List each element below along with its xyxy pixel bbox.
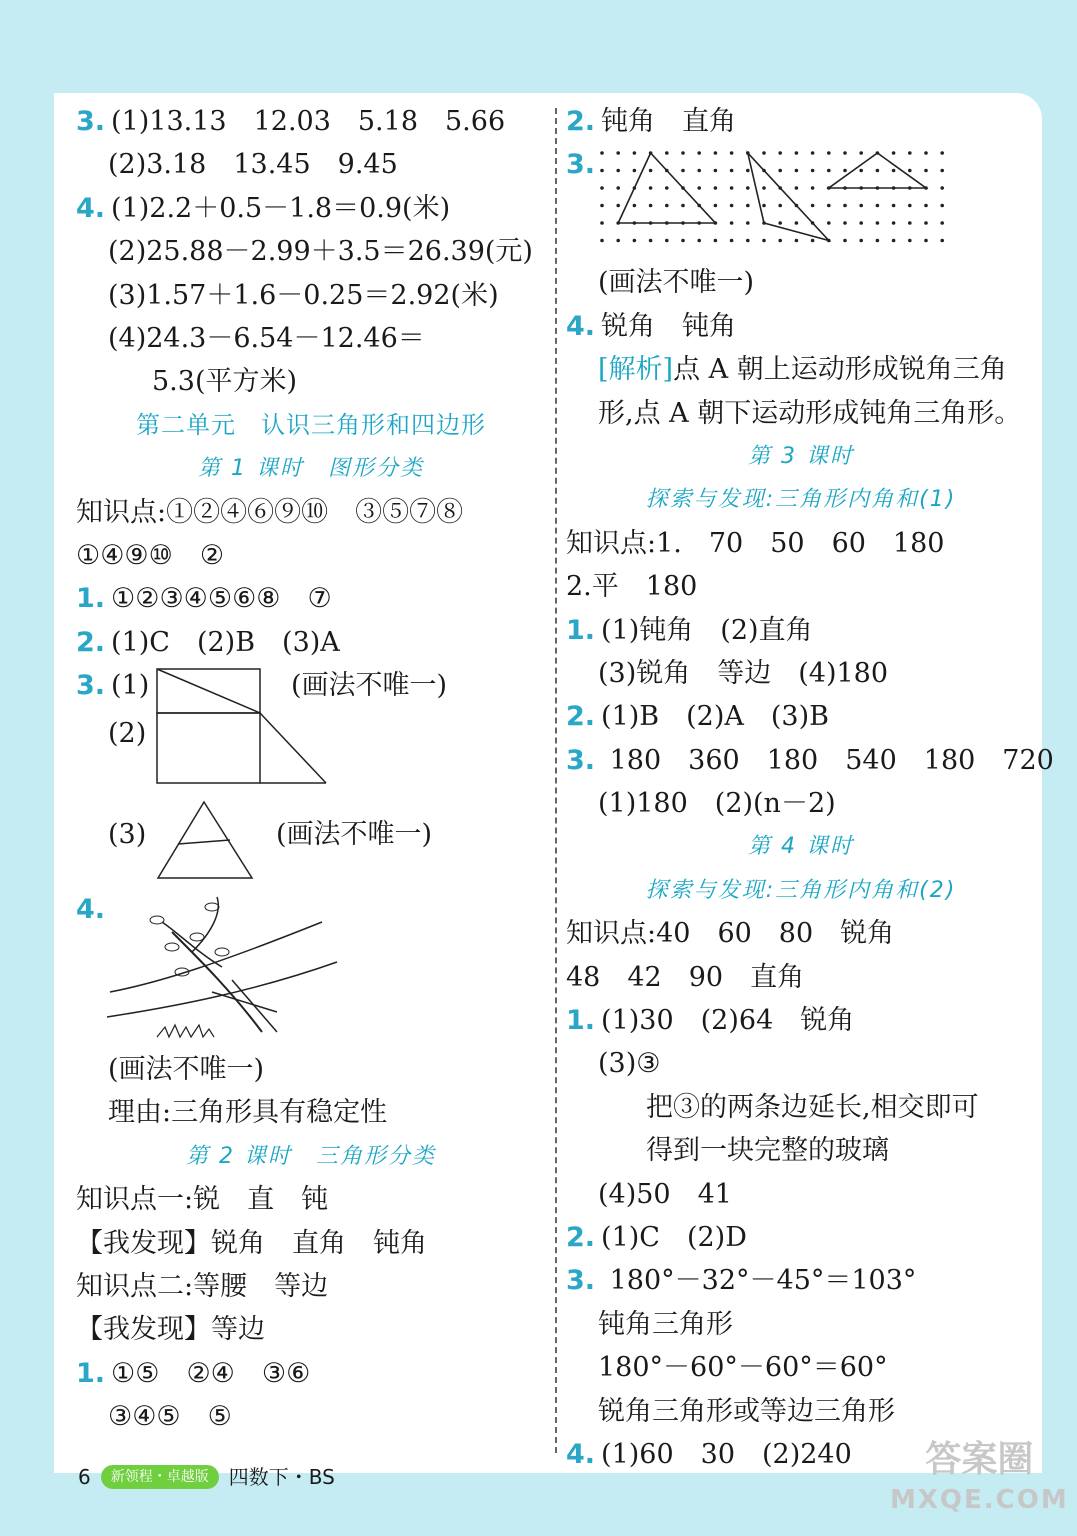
grid-dot: [697, 239, 701, 243]
answer-line: [76, 360, 546, 403]
item-number: 1.: [566, 614, 596, 646]
answer-line: [76, 143, 546, 186]
grid-dot: [924, 204, 928, 208]
grid-dot: [762, 152, 766, 156]
answer-text: (3)1.57＋1.6－0.25＝2.92(米): [108, 279, 499, 311]
item-number: 3.: [76, 670, 106, 702]
item-number: 4.: [76, 894, 106, 926]
answer-line: [76, 230, 546, 273]
item-number: 4.: [566, 310, 596, 342]
grid-dot: [811, 169, 815, 173]
grid-dot: [876, 204, 880, 208]
item-number: 2.: [566, 106, 596, 137]
answer-text: 钝角 直角: [601, 106, 737, 137]
grid-dot: [876, 169, 880, 173]
grid-dot: [778, 169, 782, 173]
answer-text: 5.3(平方米): [152, 366, 298, 398]
answer-text: (1)B (2)A (3)B: [601, 701, 829, 733]
grid-dot: [859, 239, 863, 243]
grid-dot: [924, 169, 928, 173]
grid-dot: [600, 222, 604, 226]
grid-dot: [730, 152, 734, 156]
grid-dot: [714, 204, 718, 208]
answer-text: (4)24.3－6.54－12.46＝: [108, 322, 425, 354]
grid-dot: [730, 187, 734, 191]
answer-line: [566, 609, 1036, 652]
answer-line: 知识点:1. 70 50 60 180: [566, 527, 945, 559]
answer-text: (3): [108, 819, 147, 851]
grid-dot: [843, 204, 847, 208]
answer-line: [566, 348, 1036, 391]
watermark-url: MXQE.COM: [890, 1485, 1069, 1515]
grid-dot: [697, 187, 701, 191]
answer-line: (4)50 41: [598, 1178, 732, 1210]
grid-dot: [600, 239, 604, 243]
item-number: 3.: [566, 149, 596, 181]
grid-dot: [859, 222, 863, 226]
grid-dot: [649, 239, 653, 243]
answer-text: (2)25.88－2.99＋3.5＝26.39(元): [108, 236, 533, 268]
grid-dot: [940, 239, 944, 243]
item-number: 3.: [566, 744, 596, 776]
item-number: 3.: [566, 1265, 596, 1297]
answer-note: (画法不唯一): [276, 819, 433, 851]
grid-dot: [730, 222, 734, 226]
item-number: 2.: [566, 1221, 596, 1253]
answer-line: 得到一块完整的玻璃: [646, 1135, 889, 1167]
answer-line: 把③的两条边延长,相交即可: [646, 1091, 979, 1123]
figure-line: [76, 800, 546, 888]
figure-block: [566, 143, 1036, 261]
grid-dot: [795, 222, 799, 226]
figure-line: [76, 712, 546, 800]
dot-grid-figure: [596, 147, 956, 257]
grid-dot: [681, 169, 685, 173]
grid-dot: [876, 222, 880, 226]
grid-dot: [924, 222, 928, 226]
answer-text: (1)2.2＋0.5－1.8＝0.9(米): [111, 192, 451, 224]
answer-line: [76, 577, 546, 620]
answer-line: (画法不唯一): [108, 1054, 265, 1086]
grid-dot: [811, 204, 815, 208]
series-badge: 新领程・卓越版: [101, 1465, 219, 1489]
answer-text: (1): [111, 670, 150, 702]
grid-dot: [665, 187, 669, 191]
unit-heading: 第二单元 认识三角形和四边形: [136, 410, 486, 439]
grid-dot: [908, 169, 912, 173]
grid-dot: [859, 152, 863, 156]
answer-line: [566, 695, 1036, 738]
item-number: 2.: [566, 701, 596, 733]
item-number: 3.: [76, 106, 106, 137]
left-column: [76, 100, 546, 1439]
lesson-heading: 第 3 课时: [748, 443, 854, 469]
answer-text: (1)钝角 (2)直角: [601, 614, 813, 646]
grid-dot: [665, 152, 669, 156]
answer-text: 180 360 180 540 180 720: [601, 744, 1054, 776]
answer-line: (3)锐角 等边 (4)180: [598, 657, 889, 689]
grid-dot: [811, 152, 815, 156]
grid-dot: [795, 239, 799, 243]
grid-dot: [633, 239, 637, 243]
answer-line: 锐角三角形或等边三角形: [598, 1395, 895, 1427]
figure-line: [76, 664, 546, 712]
answer-text: (1)13.13 12.03 5.18 5.66: [111, 106, 506, 137]
column-divider: [555, 108, 557, 1453]
grid-dot: [908, 222, 912, 226]
answer-line: 钝角三角形: [598, 1308, 733, 1340]
grid-dot: [600, 152, 604, 156]
lesson-subheading: 探索与发现:三角形内角和(2): [645, 877, 957, 903]
grid-dot: [795, 187, 799, 191]
grid-dot: [616, 169, 620, 173]
answer-line: [76, 317, 546, 360]
answer-line: [76, 274, 546, 317]
grid-dot: [940, 152, 944, 156]
grid-dot: [746, 187, 750, 191]
grid-dot: [940, 222, 944, 226]
answer-line: ①④⑨⑩ ②: [76, 539, 225, 571]
book-code: 四数下・BS: [228, 1465, 335, 1489]
grid-dot: [892, 152, 896, 156]
grid-dot: [940, 169, 944, 173]
grid-dot: [859, 204, 863, 208]
answer-line: 知识点一:锐 直 钝: [76, 1184, 329, 1216]
lesson-heading: 第 1 课时 图形分类: [198, 456, 424, 482]
grid-dot: [827, 152, 831, 156]
answer-text: (1)C (2)D: [601, 1221, 747, 1253]
page-number: 6: [78, 1465, 91, 1489]
grid-dot: [762, 204, 766, 208]
grid-dot: [681, 152, 685, 156]
grid-dot: [600, 169, 604, 173]
answer-line: 形,点 A 朝下运动形成钝角三角形。: [598, 397, 1022, 429]
answer-line: 48 42 90 直角: [566, 961, 805, 993]
grid-dot: [908, 204, 912, 208]
answer-line: ③④⑤ ⑤: [108, 1401, 232, 1433]
answer-text: (1)C (2)B (3)A: [111, 626, 340, 658]
grid-dot: [827, 222, 831, 226]
grid-dot: [778, 204, 782, 208]
answer-line: 【我发现】等边: [76, 1314, 265, 1346]
grid-dot: [616, 187, 620, 191]
grid-dot: [924, 239, 928, 243]
answer-text: ①②③④⑤⑥⑧ ⑦: [111, 583, 332, 615]
grid-dot: [795, 152, 799, 156]
answer-text: 锐角 钝角: [601, 310, 737, 342]
grid-dot: [714, 239, 718, 243]
rectangle-diagonal-figure: [156, 668, 266, 716]
item-number: 4.: [566, 1438, 596, 1470]
grid-dot: [697, 169, 701, 173]
grid-dot: [665, 204, 669, 208]
right-column: [566, 100, 1054, 1476]
item-number: 2.: [76, 626, 106, 658]
answer-line: (3)③: [598, 1048, 661, 1080]
answer-line: [566, 305, 1036, 348]
grid-dot: [649, 169, 653, 173]
answer-text: (2)3.18 13.45 9.45: [108, 149, 398, 181]
grid-dot: [714, 152, 718, 156]
drawn-triangle: [748, 153, 829, 241]
grid-dot: [633, 152, 637, 156]
page-footer: [78, 1462, 335, 1492]
item-number: 1.: [566, 1005, 596, 1037]
grid-dot: [876, 239, 880, 243]
grid-dot: [746, 169, 750, 173]
analysis-tag: [解析]: [598, 354, 674, 386]
grid-dot: [600, 204, 604, 208]
grid-dot: [827, 204, 831, 208]
answer-line: (1)180 (2)(n－2): [598, 788, 836, 820]
answer-line: [76, 100, 546, 143]
grid-dot: [892, 239, 896, 243]
grid-dot: [697, 152, 701, 156]
grid-dot: [892, 222, 896, 226]
answer-text: (1)60 30 (2)240: [601, 1438, 852, 1470]
answer-line: 知识点:①②④⑥⑨⑩ ③⑤⑦⑧: [76, 496, 464, 528]
grid-dot: [746, 222, 750, 226]
watermark-logo: [890, 1440, 1069, 1520]
grid-dot: [665, 239, 669, 243]
figure-block: [76, 888, 546, 1048]
answer-line: (画法不唯一): [598, 267, 755, 299]
answer-line: [566, 1259, 1036, 1302]
answer-line: 知识点二:等腰 等边: [76, 1271, 329, 1303]
grid-dot: [892, 169, 896, 173]
grid-dot: [616, 204, 620, 208]
grid-dot: [714, 187, 718, 191]
grid-dot: [681, 239, 685, 243]
answer-line: [76, 621, 546, 664]
tree-wind-figure: [102, 892, 342, 1042]
grid-dot: [795, 169, 799, 173]
grid-dot: [908, 239, 912, 243]
grid-dot: [762, 187, 766, 191]
answer-line: [76, 1352, 546, 1395]
grid-dot: [746, 204, 750, 208]
triangle-split-figure: [156, 800, 256, 882]
answer-line: 理由:三角形具有稳定性: [108, 1097, 388, 1129]
answer-text: (2): [108, 718, 147, 750]
grid-dot: [811, 239, 815, 243]
watermark-title: 答案圈: [925, 1439, 1034, 1480]
item-number: 1.: [76, 1357, 106, 1389]
grid-dot: [843, 239, 847, 243]
grid-dot: [746, 239, 750, 243]
grid-dot: [843, 222, 847, 226]
grid-dot: [730, 204, 734, 208]
answer-line: 【我发现】锐角 直角 钝角: [76, 1227, 427, 1259]
grid-dot: [778, 152, 782, 156]
grid-dot: [730, 169, 734, 173]
grid-dot: [778, 239, 782, 243]
grid-dot: [843, 169, 847, 173]
grid-dot: [600, 187, 604, 191]
answer-line: 知识点:40 60 80 锐角: [566, 918, 895, 950]
item-number: 4.: [76, 192, 106, 224]
grid-dot: [940, 187, 944, 191]
grid-dot: [892, 204, 896, 208]
answer-line: 180°－60°－60°＝60°: [598, 1352, 888, 1384]
grid-dot: [859, 169, 863, 173]
grid-dot: [681, 204, 685, 208]
grid-dot: [616, 239, 620, 243]
grid-dot: [616, 152, 620, 156]
item-number: 1.: [76, 583, 106, 615]
answer-text: (1)30 (2)64 锐角: [601, 1005, 855, 1037]
grid-dot: [633, 204, 637, 208]
grid-dot: [924, 152, 928, 156]
grid-dot: [811, 187, 815, 191]
grid-dot: [827, 169, 831, 173]
answer-line: [566, 739, 1054, 782]
answer-text: 点 A 朝上运动形成锐角三角: [673, 354, 1007, 386]
grid-dot: [778, 222, 782, 226]
answer-line: [566, 999, 1036, 1042]
grid-dot: [730, 239, 734, 243]
answer-line: [76, 187, 546, 230]
answer-line: [566, 1216, 1036, 1259]
grid-dot: [649, 204, 653, 208]
answer-line: [566, 100, 1036, 143]
grid-dot: [714, 169, 718, 173]
rectangle-triangle-figure: [156, 712, 331, 787]
lesson-heading: 第 4 课时: [748, 834, 854, 860]
grid-dot: [940, 204, 944, 208]
answer-text: ①⑤ ②④ ③⑥: [111, 1357, 311, 1389]
answer-text: 180°－32°－45°＝103°: [601, 1265, 917, 1297]
grid-dot: [908, 152, 912, 156]
grid-dot: [633, 169, 637, 173]
lesson-subheading: 探索与发现:三角形内角和(1): [645, 487, 957, 513]
lesson-heading: 第 2 课时 三角形分类: [186, 1143, 436, 1169]
answer-line: 2.平 180: [566, 571, 698, 603]
grid-dot: [762, 239, 766, 243]
grid-dot: [649, 187, 653, 191]
grid-dot: [843, 152, 847, 156]
answer-note: (画法不唯一): [291, 670, 448, 702]
